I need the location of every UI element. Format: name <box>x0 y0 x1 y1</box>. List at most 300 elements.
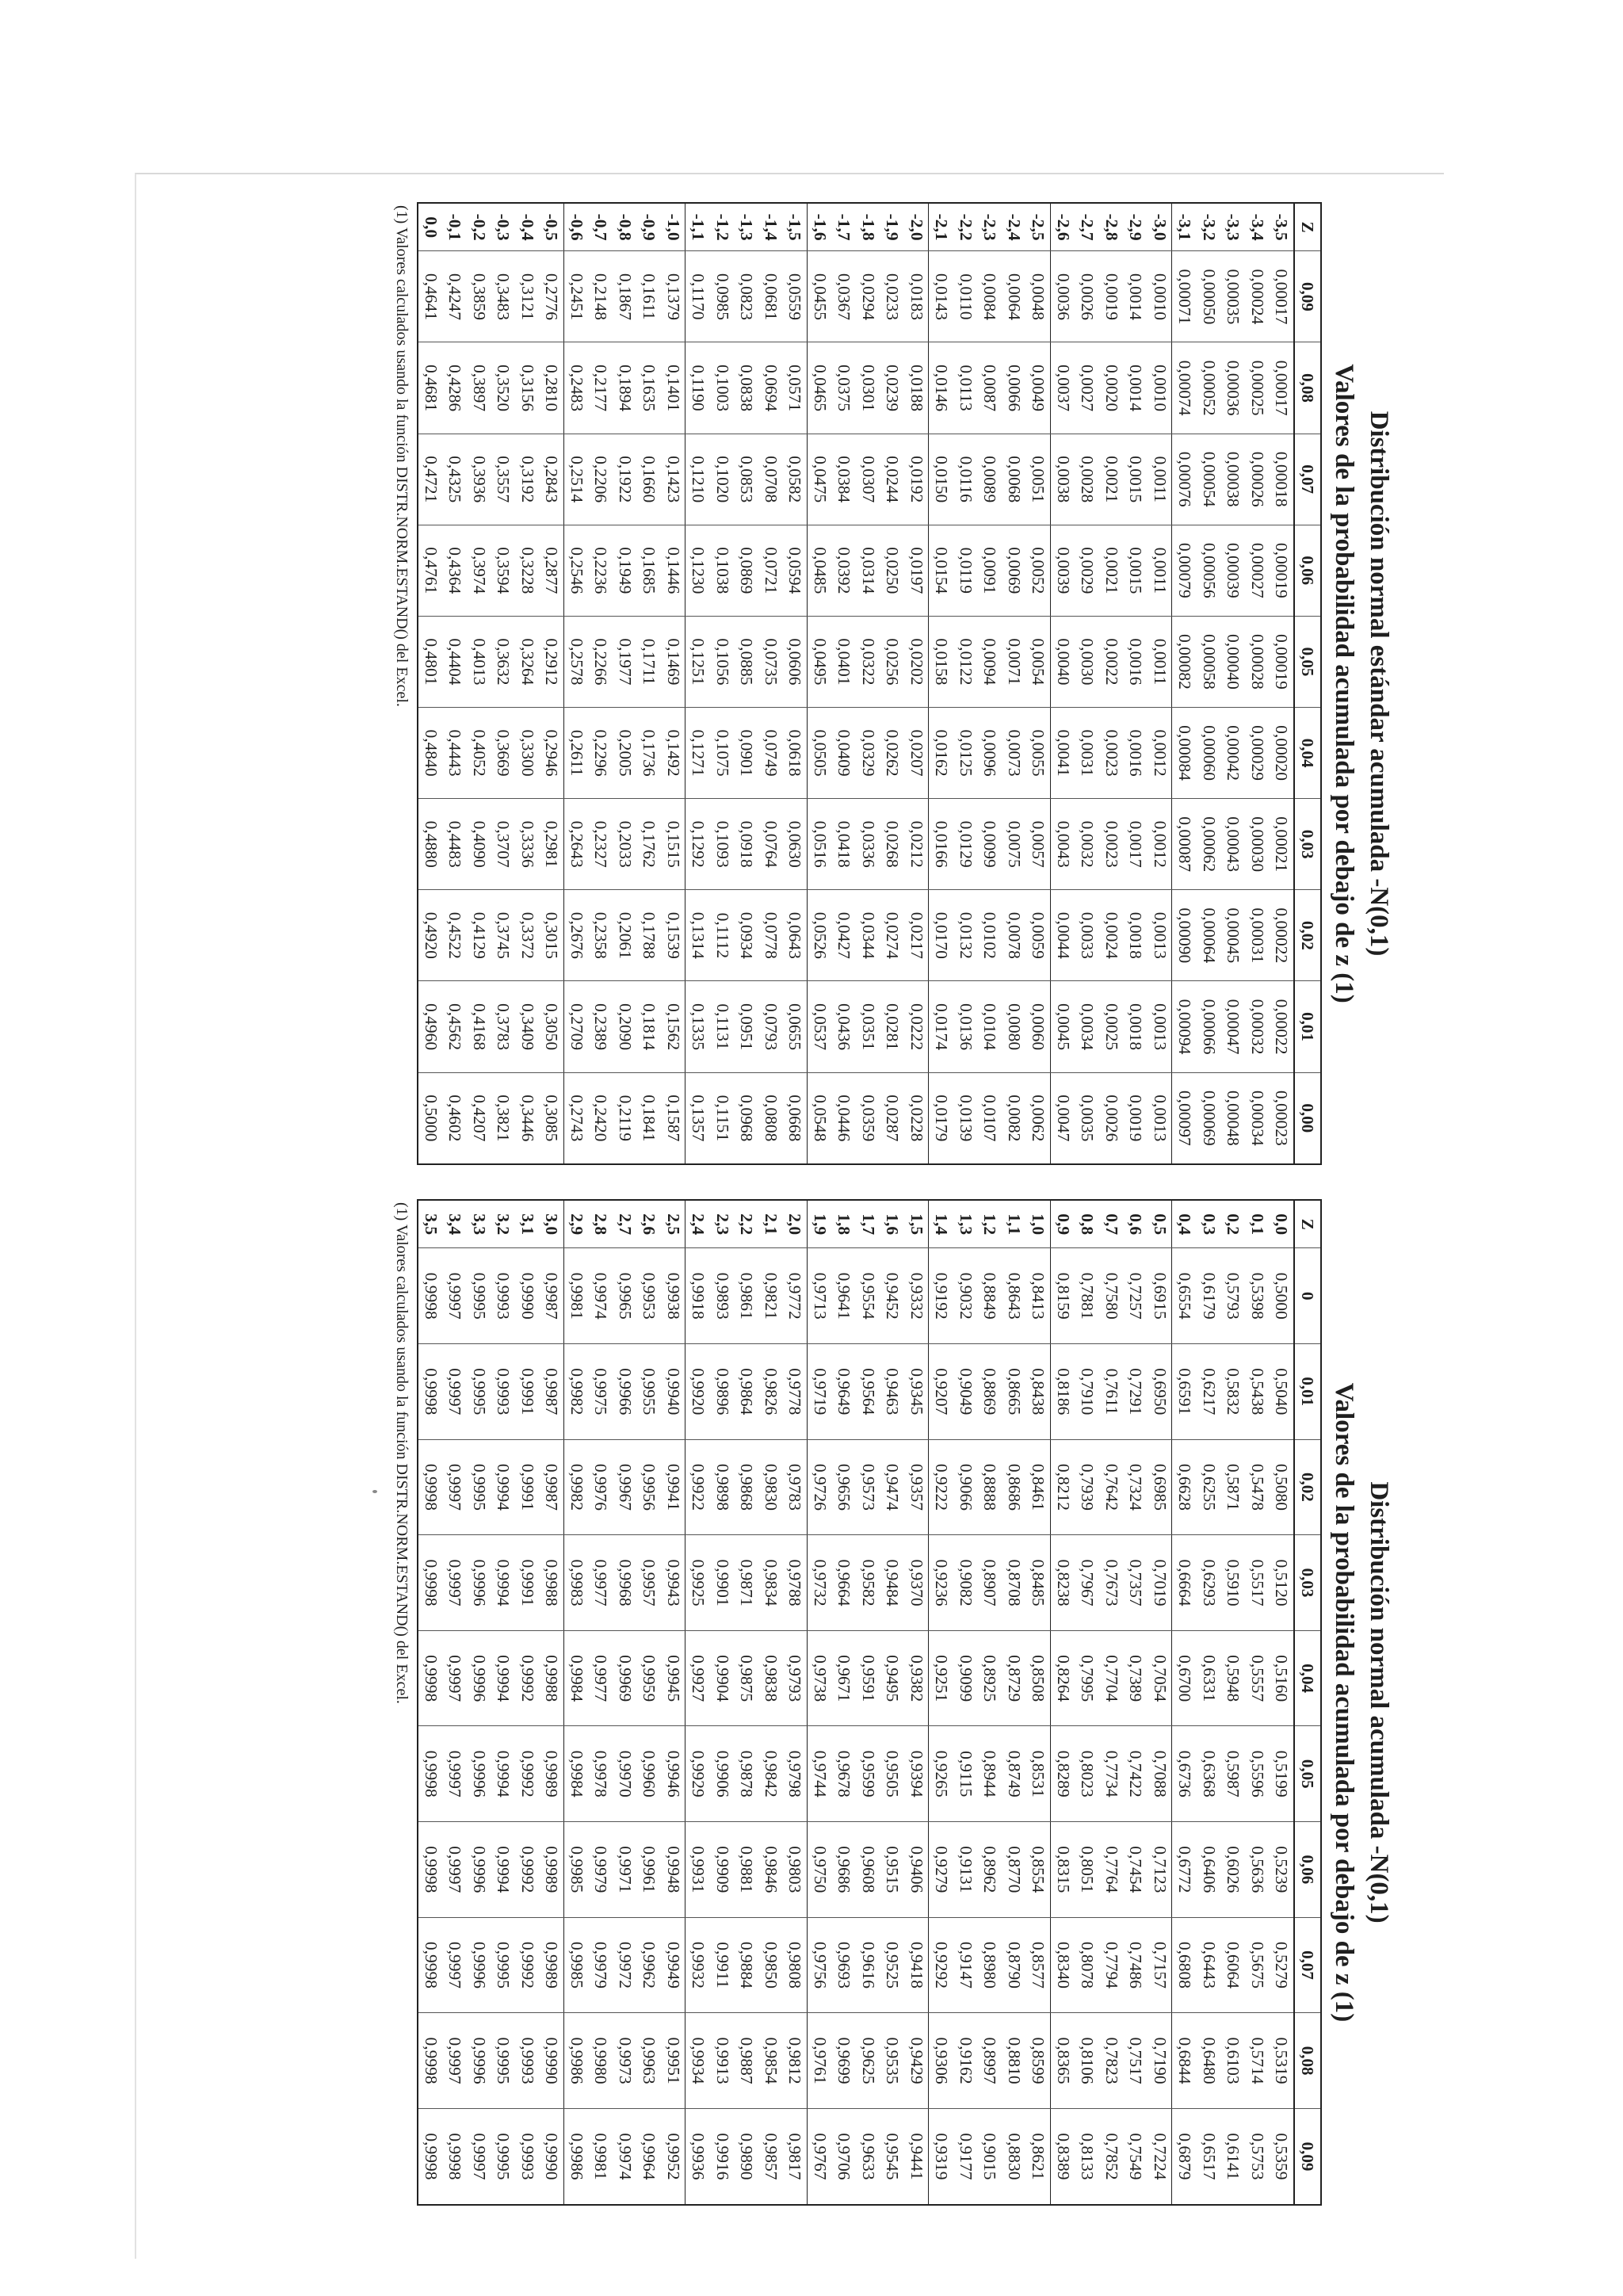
probability-cell: 0,00017 <box>1270 251 1295 342</box>
probability-cell: 0,6879 <box>1172 2108 1197 2205</box>
probability-cell: 0,9706 <box>832 2108 857 2205</box>
z-value-cell: 1,1 <box>1002 1200 1026 1248</box>
left-table-title <box>1322 202 1401 1165</box>
probability-cell: 0,9834 <box>758 1535 783 1631</box>
probability-cell: 0,1867 <box>613 251 637 342</box>
probability-cell: 0,0630 <box>783 799 808 890</box>
probability-cell: 0,00039 <box>1221 525 1246 616</box>
probability-cell: 0,6736 <box>1172 1726 1197 1822</box>
probability-cell: 0,0080 <box>1002 981 1026 1072</box>
probability-cell: 0,2327 <box>589 799 613 890</box>
probability-cell: 0,2119 <box>613 1072 637 1164</box>
probability-cell: 0,0934 <box>735 890 759 981</box>
probability-cell: 0,0025 <box>1099 981 1124 1072</box>
probability-cell: 0,0968 <box>735 1072 759 1164</box>
probability-cell: 0,0174 <box>929 981 953 1072</box>
probability-cell: 0,0013 <box>1148 981 1172 1072</box>
probability-cell: 0,9964 <box>637 2108 662 2205</box>
probability-cell: 0,0694 <box>758 342 783 434</box>
probability-cell: 0,0618 <box>783 708 808 799</box>
table-row <box>564 1200 589 2205</box>
rotated-page-content <box>189 202 1401 2215</box>
probability-cell: 0,0011 <box>1148 525 1172 616</box>
probability-cell: 0,9960 <box>637 1726 662 1822</box>
probability-cell: 0,5359 <box>1270 2108 1295 2205</box>
probability-cell: 0,0351 <box>856 981 880 1072</box>
probability-cell: 0,9913 <box>710 2013 735 2109</box>
probability-cell: 0,00058 <box>1197 616 1221 707</box>
probability-cell: 0,1093 <box>710 799 735 890</box>
probability-cell: 0,8849 <box>978 1248 1002 1344</box>
probability-cell: 0,4801 <box>418 616 443 707</box>
probability-cell: 0,0059 <box>1026 890 1051 981</box>
probability-cell: 0,0036 <box>1051 251 1075 342</box>
table-row <box>1099 203 1124 1164</box>
probability-cell: 0,0094 <box>978 616 1002 707</box>
probability-cell: 0,9893 <box>710 1248 735 1344</box>
probability-cell: 0,8962 <box>978 1822 1002 1918</box>
probability-cell: 0,1075 <box>710 708 735 799</box>
probability-cell: 0,6985 <box>1148 1439 1172 1535</box>
probability-cell: 0,1788 <box>637 890 662 981</box>
scan-speck <box>372 1490 377 1493</box>
table-row <box>808 1200 832 2205</box>
probability-cell: 0,5832 <box>1221 1344 1246 1440</box>
probability-cell: 0,1660 <box>637 434 662 525</box>
table-row <box>1026 203 1051 1164</box>
probability-cell: 0,1762 <box>637 799 662 890</box>
z-value-cell: -1,2 <box>710 203 735 251</box>
z-value-cell: -2,0 <box>904 203 929 251</box>
probability-cell: 0,5239 <box>1270 1822 1295 1918</box>
probability-cell: 0,6103 <box>1221 2013 1246 2109</box>
probability-cell: 0,9987 <box>540 1248 564 1344</box>
table-row <box>1197 203 1221 1164</box>
probability-cell: 0,2005 <box>613 708 637 799</box>
probability-cell: 0,9994 <box>491 1439 516 1535</box>
probability-cell: 0,0031 <box>1075 708 1100 799</box>
probability-cell: 0,2611 <box>564 708 589 799</box>
probability-cell: 0,1170 <box>685 251 710 342</box>
probability-cell: 0,0516 <box>808 799 832 890</box>
table-row <box>589 1200 613 2205</box>
right-z-table <box>417 1199 1322 2206</box>
probability-cell: 0,0051 <box>1026 434 1051 525</box>
z-value-cell: 2,1 <box>758 1200 783 1248</box>
probability-cell: 0,0526 <box>808 890 832 981</box>
table-row <box>418 203 443 1164</box>
probability-cell: 0,2743 <box>564 1072 589 1164</box>
probability-cell: 0,0104 <box>978 981 1002 1072</box>
probability-cell: 0,9463 <box>880 1344 905 1440</box>
probability-cell: 0,0301 <box>856 342 880 434</box>
probability-cell: 0,3783 <box>491 981 516 1072</box>
probability-cell: 0,5319 <box>1270 2013 1295 2109</box>
probability-cell: 0,0022 <box>1099 616 1124 707</box>
probability-cell: 0,9997 <box>443 1630 468 1726</box>
table-row <box>808 203 832 1164</box>
column-header: 0,05 <box>1294 1726 1321 1822</box>
probability-cell: 0,8023 <box>1075 1726 1100 1822</box>
probability-cell: 0,3156 <box>515 342 540 434</box>
probability-cell: 0,9744 <box>808 1726 832 1822</box>
probability-cell: 0,9382 <box>904 1630 929 1726</box>
probability-cell: 0,9830 <box>758 1439 783 1535</box>
table-row <box>1124 203 1148 1164</box>
probability-cell: 0,00069 <box>1197 1072 1221 1164</box>
probability-cell: 0,1469 <box>661 616 685 707</box>
probability-cell: 0,1003 <box>710 342 735 434</box>
probability-cell: 0,0012 <box>1148 799 1172 890</box>
right-table-header-row <box>1294 1200 1321 2205</box>
probability-cell: 0,0392 <box>832 525 857 616</box>
probability-cell: 0,0119 <box>953 525 978 616</box>
z-value-cell: -3,1 <box>1172 203 1197 251</box>
probability-cell: 0,0217 <box>904 890 929 981</box>
probability-cell: 0,9573 <box>856 1439 880 1535</box>
probability-cell: 0,0274 <box>880 890 905 981</box>
probability-cell: 0,5398 <box>1245 1248 1270 1344</box>
column-header: 0,01 <box>1294 981 1321 1072</box>
probability-cell: 0,00022 <box>1270 981 1295 1072</box>
z-value-cell: 2,7 <box>613 1200 637 1248</box>
probability-cell: 0,6406 <box>1197 1822 1221 1918</box>
table-row <box>856 203 880 1164</box>
probability-cell: 0,9998 <box>418 1630 443 1726</box>
probability-cell: 0,0068 <box>1002 434 1026 525</box>
probability-cell: 0,00032 <box>1245 981 1270 1072</box>
probability-cell: 0,1949 <box>613 525 637 616</box>
probability-cell: 0,3707 <box>491 799 516 890</box>
probability-cell: 0,5636 <box>1245 1822 1270 1918</box>
probability-cell: 0,9545 <box>880 2108 905 2205</box>
probability-cell: 0,1685 <box>637 525 662 616</box>
probability-cell: 0,0681 <box>758 251 783 342</box>
probability-cell: 0,9957 <box>637 1535 662 1631</box>
probability-cell: 0,3483 <box>491 251 516 342</box>
table-row <box>515 203 540 1164</box>
probability-cell: 0,1711 <box>637 616 662 707</box>
probability-cell: 0,9625 <box>856 2013 880 2109</box>
probability-cell: 0,9505 <box>880 1726 905 1822</box>
probability-cell: 0,9987 <box>540 1439 564 1535</box>
probability-cell: 0,0043 <box>1051 799 1075 890</box>
probability-cell: 0,7673 <box>1099 1535 1124 1631</box>
probability-cell: 0,9931 <box>685 1822 710 1918</box>
probability-cell: 0,0262 <box>880 708 905 799</box>
z-value-cell: 0,0 <box>1270 1200 1295 1248</box>
probability-cell: 0,9993 <box>515 2013 540 2109</box>
probability-cell: 0,4207 <box>467 1072 491 1164</box>
table-row <box>1270 203 1295 1164</box>
probability-cell: 0,1020 <box>710 434 735 525</box>
probability-cell: 0,0571 <box>783 342 808 434</box>
left-title-line2: Valores de la probabilidad acumulada por debajo de z (1) <box>1330 364 1358 1003</box>
probability-cell: 0,9099 <box>953 1630 978 1726</box>
probability-cell: 0,1539 <box>661 890 685 981</box>
z-value-cell: -0,3 <box>491 203 516 251</box>
probability-cell: 0,0256 <box>880 616 905 707</box>
probability-cell: 0,2177 <box>589 342 613 434</box>
probability-cell: 0,4641 <box>418 251 443 342</box>
probability-cell: 0,9969 <box>613 1630 637 1726</box>
z-value-cell: -1,8 <box>856 203 880 251</box>
probability-cell: 0,0033 <box>1075 890 1100 981</box>
probability-cell: 0,1112 <box>710 890 735 981</box>
probability-cell: 0,5000 <box>1270 1248 1295 1344</box>
probability-cell: 0,0064 <box>1002 251 1026 342</box>
probability-cell: 0,0060 <box>1026 981 1051 1072</box>
probability-cell: 0,9952 <box>661 2108 685 2205</box>
probability-cell: 0,9082 <box>953 1535 978 1631</box>
probability-cell: 0,9996 <box>467 2013 491 2109</box>
probability-cell: 0,8925 <box>978 1630 1002 1726</box>
probability-cell: 0,6772 <box>1172 1822 1197 1918</box>
z-column-header: Z <box>1294 1200 1321 1248</box>
probability-cell: 0,9878 <box>735 1726 759 1822</box>
table-row <box>1221 203 1246 1164</box>
table-row <box>953 1200 978 2205</box>
z-value-cell: -0,5 <box>540 203 564 251</box>
probability-cell: 0,9418 <box>904 1917 929 2013</box>
probability-cell: 0,0409 <box>832 708 857 799</box>
probability-cell: 0,0102 <box>978 890 1002 981</box>
probability-cell: 0,0084 <box>978 251 1002 342</box>
z-value-cell: -1,1 <box>685 203 710 251</box>
probability-cell: 0,8708 <box>1002 1535 1026 1631</box>
table-row <box>685 203 710 1164</box>
probability-cell: 0,8238 <box>1051 1535 1075 1631</box>
probability-cell: 0,1423 <box>661 434 685 525</box>
probability-cell: 0,0075 <box>1002 799 1026 890</box>
z-value-cell: 0,0 <box>418 203 443 251</box>
probability-cell: 0,9988 <box>540 1630 564 1726</box>
probability-cell: 0,00043 <box>1221 799 1246 890</box>
probability-cell: 0,0455 <box>808 251 832 342</box>
left-z-table <box>417 202 1322 1165</box>
probability-cell: 0,9992 <box>515 1630 540 1726</box>
probability-cell: 0,0239 <box>880 342 905 434</box>
probability-cell: 0,5753 <box>1245 2108 1270 2205</box>
probability-cell: 0,0287 <box>880 1072 905 1164</box>
probability-cell: 0,9996 <box>467 1535 491 1631</box>
probability-cell: 0,9967 <box>613 1439 637 1535</box>
column-header: 0,04 <box>1294 708 1321 799</box>
probability-cell: 0,7611 <box>1099 1344 1124 1440</box>
probability-cell: 0,0011 <box>1148 616 1172 707</box>
table-row <box>491 1200 516 2205</box>
probability-cell: 0,4840 <box>418 708 443 799</box>
probability-cell: 0,9996 <box>467 1822 491 1918</box>
probability-cell: 0,9441 <box>904 2108 929 2205</box>
z-value-cell: 0,7 <box>1099 1200 1124 1248</box>
probability-cell: 0,9066 <box>953 1439 978 1535</box>
probability-cell: 0,9854 <box>758 2013 783 2109</box>
probability-cell: 0,9940 <box>661 1344 685 1440</box>
probability-cell: 0,9985 <box>564 1822 589 1918</box>
column-header: 0,03 <box>1294 799 1321 890</box>
probability-cell: 0,9922 <box>685 1439 710 1535</box>
probability-cell: 0,3632 <box>491 616 516 707</box>
probability-cell: 0,7580 <box>1099 1248 1124 1344</box>
probability-cell: 0,0643 <box>783 890 808 981</box>
probability-cell: 0,7291 <box>1124 1344 1148 1440</box>
probability-cell: 0,2389 <box>589 981 613 1072</box>
table-row <box>637 1200 662 2205</box>
probability-cell: 0,9974 <box>613 2108 637 2205</box>
probability-cell: 0,9985 <box>564 1917 589 2013</box>
column-header: 0,08 <box>1294 342 1321 434</box>
probability-cell: 0,9936 <box>685 2108 710 2205</box>
probability-cell: 0,9693 <box>832 1917 857 2013</box>
probability-cell: 0,8159 <box>1051 1248 1075 1344</box>
probability-cell: 0,4960 <box>418 981 443 1072</box>
probability-cell: 0,0162 <box>929 708 953 799</box>
z-value-cell: -2,1 <box>929 203 953 251</box>
probability-cell: 0,0013 <box>1148 890 1172 981</box>
z-value-cell: -1,0 <box>661 203 685 251</box>
probability-cell: 0,0069 <box>1002 525 1026 616</box>
probability-cell: 0,0039 <box>1051 525 1075 616</box>
probability-cell: 0,9979 <box>589 1917 613 2013</box>
probability-cell: 0,7454 <box>1124 1822 1148 1918</box>
table-row <box>467 203 491 1164</box>
column-header: 0,02 <box>1294 890 1321 981</box>
table-row <box>637 203 662 1164</box>
probability-cell: 0,0029 <box>1075 525 1100 616</box>
probability-cell: 0,0188 <box>904 342 929 434</box>
probability-cell: 0,3300 <box>515 708 540 799</box>
probability-cell: 0,5793 <box>1221 1248 1246 1344</box>
probability-cell: 0,0136 <box>953 981 978 1072</box>
probability-cell: 0,2033 <box>613 799 637 890</box>
probability-cell: 0,9890 <box>735 2108 759 2205</box>
probability-cell: 0,0017 <box>1124 799 1148 890</box>
probability-cell: 0,0158 <box>929 616 953 707</box>
probability-cell: 0,5517 <box>1245 1535 1270 1631</box>
probability-cell: 0,9319 <box>929 2108 953 2205</box>
probability-cell: 0,6700 <box>1172 1630 1197 1726</box>
probability-cell: 0,0606 <box>783 616 808 707</box>
probability-cell: 0,0023 <box>1099 799 1124 890</box>
probability-cell: 0,4522 <box>443 890 468 981</box>
probability-cell: 0,9966 <box>613 1344 637 1440</box>
z-value-cell: -1,6 <box>808 203 832 251</box>
probability-cell: 0,7123 <box>1148 1822 1172 1918</box>
z-value-cell: -0,1 <box>443 203 468 251</box>
probability-cell: 0,0885 <box>735 616 759 707</box>
z-value-cell: 2,5 <box>661 1200 685 1248</box>
probability-cell: 0,6950 <box>1148 1344 1172 1440</box>
probability-cell: 0,0045 <box>1051 981 1075 1072</box>
z-value-cell: 1,4 <box>929 1200 953 1248</box>
probability-cell: 0,9989 <box>540 1726 564 1822</box>
probability-cell: 0,0021 <box>1099 434 1124 525</box>
probability-cell: 0,6064 <box>1221 1917 1246 2013</box>
table-row <box>540 1200 564 2205</box>
probability-cell: 0,9990 <box>540 2013 564 2109</box>
probability-cell: 0,0721 <box>758 525 783 616</box>
probability-cell: 0,9993 <box>515 2108 540 2205</box>
probability-cell: 0,4090 <box>467 799 491 890</box>
probability-cell: 0,00019 <box>1270 616 1295 707</box>
probability-cell: 0,9978 <box>589 1726 613 1822</box>
probability-cell: 0,9842 <box>758 1726 783 1822</box>
probability-cell: 0,9817 <box>783 2108 808 2205</box>
probability-cell: 0,5478 <box>1245 1439 1270 1535</box>
table-row <box>1148 203 1172 1164</box>
probability-cell: 0,0344 <box>856 890 880 981</box>
probability-cell: 0,9997 <box>443 1822 468 1918</box>
probability-cell: 0,0082 <box>1002 1072 1026 1164</box>
table-row <box>1051 203 1075 1164</box>
probability-cell: 0,9803 <box>783 1822 808 1918</box>
right-table-block <box>392 1199 1401 2206</box>
probability-cell: 0,0505 <box>808 708 832 799</box>
z-value-cell: 3,0 <box>540 1200 564 1248</box>
probability-cell: 0,00090 <box>1172 890 1197 981</box>
probability-cell: 0,0023 <box>1099 708 1124 799</box>
table-row <box>1026 1200 1051 2205</box>
probability-cell: 0,8106 <box>1075 2013 1100 2109</box>
probability-cell: 0,8078 <box>1075 1917 1100 2013</box>
probability-cell: 0,7995 <box>1075 1630 1100 1726</box>
probability-cell: 0,9945 <box>661 1630 685 1726</box>
probability-cell: 0,8461 <box>1026 1439 1051 1535</box>
probability-cell: 0,9772 <box>783 1248 808 1344</box>
probability-cell: 0,9963 <box>637 2013 662 2109</box>
probability-cell: 0,5080 <box>1270 1439 1295 1535</box>
probability-cell: 0,9962 <box>637 1917 662 2013</box>
probability-cell: 0,3446 <box>515 1072 540 1164</box>
probability-cell: 0,0087 <box>978 342 1002 434</box>
z-value-cell: 0,8 <box>1075 1200 1100 1248</box>
probability-cell: 0,9994 <box>491 1822 516 1918</box>
probability-cell: 0,9783 <box>783 1439 808 1535</box>
probability-cell: 0,9131 <box>953 1822 978 1918</box>
probability-cell: 0,9925 <box>685 1535 710 1631</box>
z-value-cell: -1,4 <box>758 203 783 251</box>
probability-cell: 0,4286 <box>443 342 468 434</box>
probability-cell: 0,9633 <box>856 2108 880 2205</box>
probability-cell: 0,0018 <box>1124 981 1148 1072</box>
probability-cell: 0,9525 <box>880 1917 905 2013</box>
probability-cell: 0,9713 <box>808 1248 832 1344</box>
probability-cell: 0,4325 <box>443 434 468 525</box>
probability-cell: 0,9977 <box>589 1630 613 1726</box>
left-table-header-row <box>1294 203 1321 1164</box>
probability-cell: 0,4052 <box>467 708 491 799</box>
probability-cell: 0,0026 <box>1075 251 1100 342</box>
probability-cell: 0,9738 <box>808 1630 832 1726</box>
probability-cell: 0,9929 <box>685 1726 710 1822</box>
probability-cell: 0,1251 <box>685 616 710 707</box>
probability-cell: 0,3557 <box>491 434 516 525</box>
probability-cell: 0,0375 <box>832 342 857 434</box>
probability-cell: 0,9980 <box>589 2013 613 2109</box>
column-header: 0,04 <box>1294 1630 1321 1726</box>
probability-cell: 0,7549 <box>1124 2108 1148 2205</box>
probability-cell: 0,3745 <box>491 890 516 981</box>
probability-cell: 0,8133 <box>1075 2108 1100 2205</box>
probability-cell: 0,9955 <box>637 1344 662 1440</box>
probability-cell: 0,0016 <box>1124 616 1148 707</box>
probability-cell: 0,3264 <box>515 616 540 707</box>
z-value-cell: 1,9 <box>808 1200 832 1248</box>
table-row <box>1051 1200 1075 2205</box>
z-value-cell: 2,2 <box>735 1200 759 1248</box>
probability-cell: 0,9993 <box>491 1344 516 1440</box>
